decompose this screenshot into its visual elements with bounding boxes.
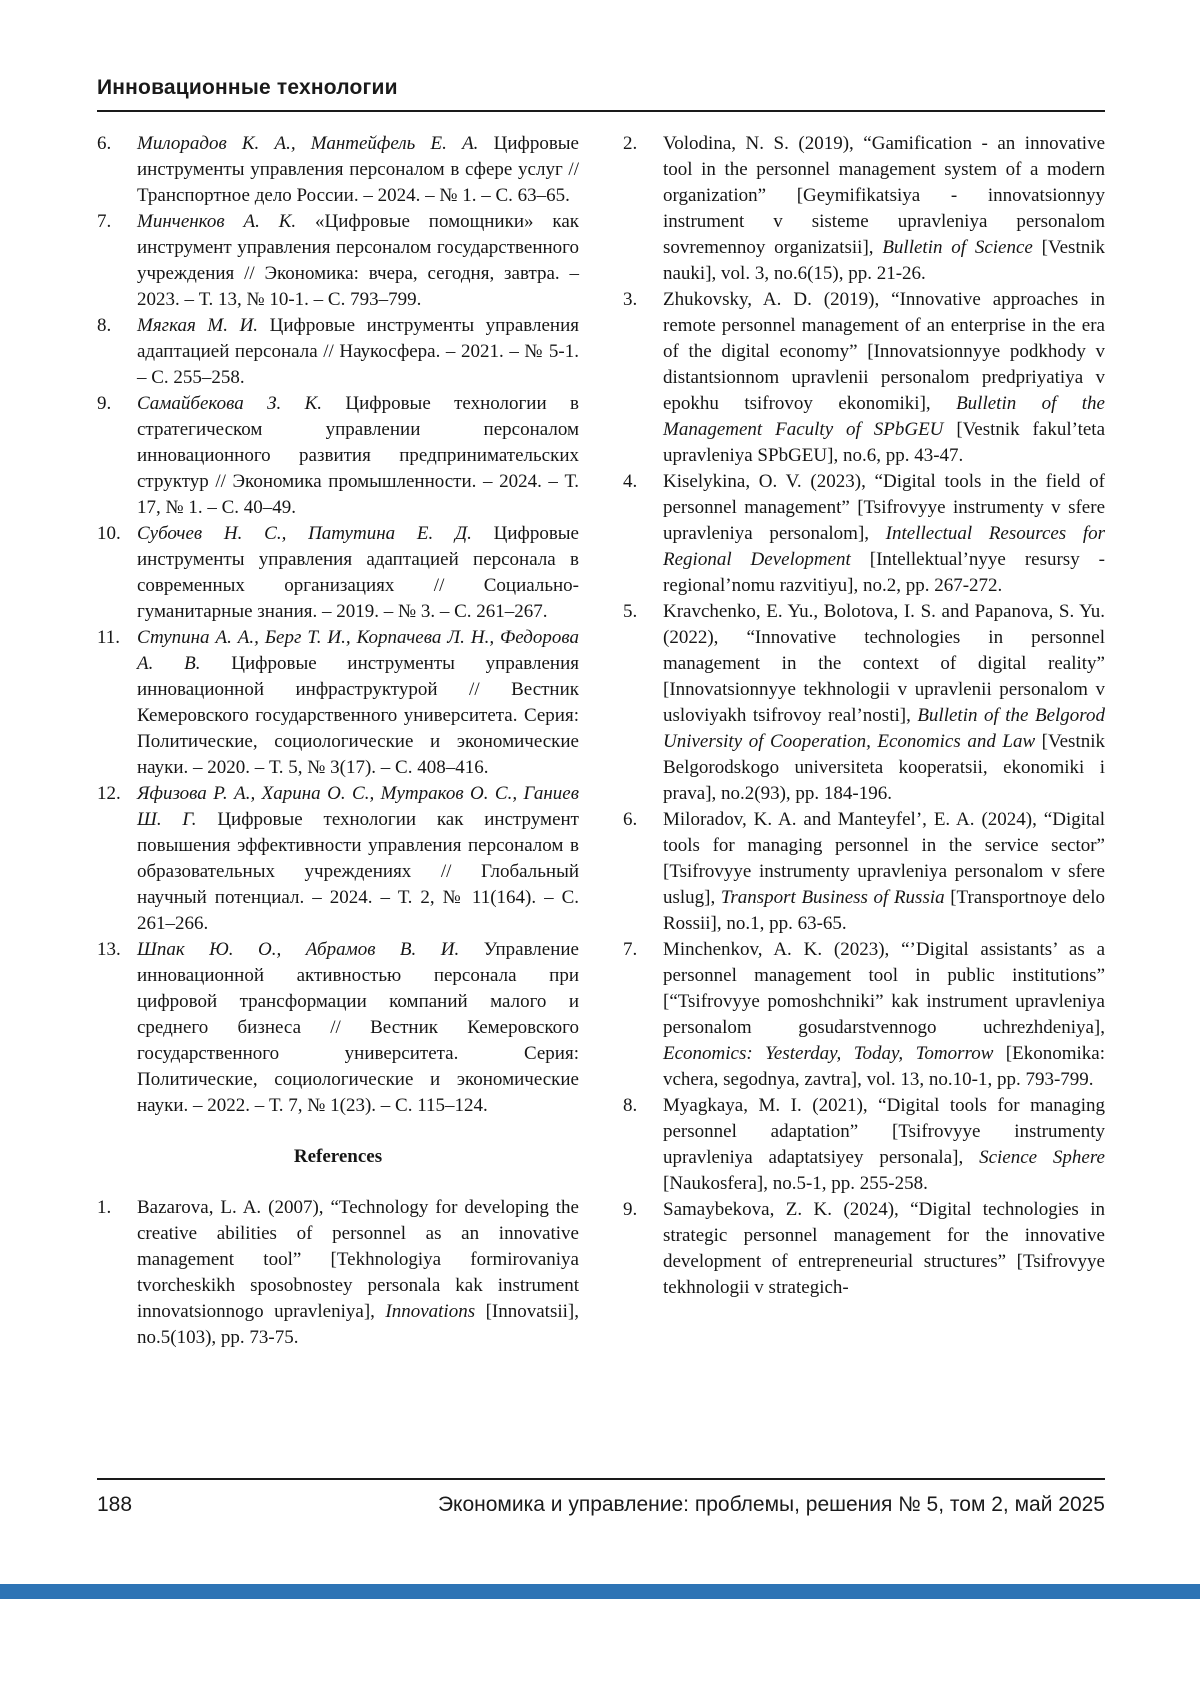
reference-text-segment: Яфизова Р. А., Харина О. С., Мутраков О. С., Ганиев Ш. Г. — [137, 783, 579, 830]
reference-number: 11. — [97, 627, 121, 648]
section-title: Инновационные технологии — [97, 76, 398, 99]
reference-text-segment: Цифровые инструменты управления адаптацией персонала // Наукосфера. – 2021. – № 5-1. – С. 255–258. — [137, 315, 579, 388]
page-header — [97, 76, 1105, 112]
reference-number: 9. — [623, 1199, 638, 1220]
reference-text-segment: Bulletin of the Belgorod University of Cooperation, Economics and Law — [663, 705, 1105, 752]
reference-text-segment: Шпак Ю. О., Абрамов В. И. — [137, 939, 460, 960]
reference-item — [97, 937, 579, 1119]
reference-text-segment: Bulletin of the Management Faculty of SPbGEU — [663, 393, 1105, 440]
reference-number: 7. — [97, 211, 112, 232]
reference-item — [623, 1093, 1105, 1197]
reference-text-segment: Ступина А. А., Берг Т. И., Корпачева Л. Н., Федорова А. В. — [137, 627, 579, 674]
reference-number: 8. — [97, 315, 112, 336]
bottom-accent-bar — [0, 1584, 1200, 1599]
reference-number: 2. — [623, 133, 638, 154]
reference-item — [97, 1195, 579, 1351]
reference-text — [663, 599, 1105, 807]
reference-item — [623, 469, 1105, 599]
reference-item — [97, 521, 579, 625]
footer-line — [97, 1493, 1105, 1517]
reference-text — [137, 313, 579, 391]
reference-text-segment: [Vestnik nauki], vol. 3, no.6(15), pp. 21-26. — [663, 237, 1105, 284]
reference-number: 4. — [623, 471, 638, 492]
reference-text — [663, 287, 1105, 469]
reference-text-segment: Innovations — [385, 1301, 476, 1322]
reference-text-segment: [Intellektual’nyye resursy - regional’nomu razvitiyu], no.2, pp. 267-272. — [663, 549, 1105, 596]
reference-number: 6. — [623, 809, 638, 830]
reference-text-segment: «Цифровые помощники» как инструмент управления персоналом государственного учреждения // Экономика: вчера, сегодня, завтра. – 2023. – Т. 13, № 10-1. – С. 793–799. — [137, 211, 579, 310]
reference-text-segment: Субочев Н. С., Патутина Е. Д. — [137, 523, 472, 544]
footer-rule — [97, 1478, 1105, 1480]
references-heading: References — [293, 1146, 383, 1167]
reference-text-segment: Science Sphere — [979, 1147, 1105, 1168]
reference-text-segment: [Transportnoye delo Rossii], no.1, pp. 63-65. — [663, 887, 1105, 934]
reference-text-segment: Минченков А. К. — [137, 211, 297, 232]
references-columns — [97, 131, 1105, 1473]
reference-text — [137, 521, 579, 625]
reference-text — [663, 807, 1105, 937]
reference-text-segment: Цифровые технологии как инструмент повышения эффективности управления персоналом в образовательных учреждениях // Глобальный научный потенциал. – 2024. – Т. 2, № 11(164). – С. 261–266. — [137, 809, 579, 934]
reference-number: 6. — [97, 133, 112, 154]
reference-text — [663, 1093, 1105, 1197]
reference-text-segment: [Ekonomika: vchera, segodnya, zavtra], vol. 13, no.10-1, pp. 793-799. — [663, 1043, 1105, 1090]
reference-text — [137, 1195, 579, 1351]
reference-text-segment: [Vestnik Belgorodskogo universiteta kooperatsii, ekonomiki i prava], no.2(93), pp. 184-196. — [663, 731, 1105, 804]
reference-text-segment: Цифровые инструменты управления персоналом в сфере услуг // Транспортное дело России. – 2024. – № 1. – С. 63–65. — [137, 133, 579, 206]
reference-text — [663, 1197, 1105, 1301]
reference-text-segment: Цифровые технологии в стратегическом управлении персоналом инновационного развития предпринимательских структур // Экономика промышленности. – 2024. – Т. 17, № 1. – С. 40–49. — [137, 393, 579, 518]
left-column — [97, 131, 579, 1473]
reference-text-segment: Miloradov, K. A. and Manteyfel’, E. A. (2024), “Digital tools for managing personnel in the service sector” [Tsifrovyye instrumenty upravleniya personalom v sfere uslug], — [663, 809, 1105, 908]
reference-number: 10. — [97, 523, 121, 544]
reference-item — [623, 599, 1105, 807]
reference-text-segment: [Vestnik fakul’teta upravleniya SPbGEU], no.6, pp. 43-47. — [663, 419, 1105, 466]
reference-number: 8. — [623, 1095, 638, 1116]
reference-number: 1. — [97, 1197, 112, 1218]
header-rule — [97, 110, 1105, 112]
english-references-list-start — [97, 1195, 579, 1351]
reference-text-segment: Samaybekova, Z. K. (2024), “Digital technologies in strategic personnel management for the innovative development of entrepreneurial structures” [Tsifrovyye tekhnologii v strategich- — [663, 1199, 1105, 1298]
english-references-list — [623, 131, 1105, 1301]
reference-text-segment: Kiselykina, O. V. (2023), “Digital tools in the field of personnel management” [Tsifrovyye instrumenty v sfere upravleniya personalom], — [663, 471, 1105, 544]
reference-text-segment: Intellectual Resources for Regional Development — [663, 523, 1105, 570]
reference-text-segment: Volodina, N. S. (2019), “Gamification - an innovative tool in the personnel management system of a modern organization” [Geymifikatsiya - innovatsionnyy instrument v sisteme upravleniya personalom sovremennoy organizatsii], — [663, 133, 1105, 258]
reference-text-segment: Kravchenko, E. Yu., Bolotova, I. S. and Papanova, S. Yu. (2022), “Innovative technologies in personnel management in the context of digital reality” [Innovatsionnyye tekhnologii v upravlenii personalom v usloviyakh tsifrovoy real’nosti], — [663, 601, 1105, 726]
reference-item — [623, 807, 1105, 937]
page-number: 188 — [97, 1493, 133, 1516]
reference-item — [97, 391, 579, 521]
reference-number: 13. — [97, 939, 121, 960]
reference-item — [623, 287, 1105, 469]
reference-text-segment: Bazarova, L. A. (2007), “Technology for developing the creative abilities of personnel as an innovative management tool” [Tekhnologiya formirovaniya tvorcheskikh sposobnostey personala kak instrument innovatsionnogo upravleniya], — [137, 1197, 579, 1322]
reference-text — [137, 391, 579, 521]
reference-number: 7. — [623, 939, 638, 960]
reference-item — [97, 131, 579, 209]
reference-text-segment: Милорадов К. А., Мантейфель Е. А. — [137, 133, 479, 154]
reference-text-segment: Управление инновационной активностью персонала при цифровой трансформации компаний малого и среднего бизнеса // Вестник Кемеровского государственного университета. Серия: Политические, социологические и экономические науки. – 2022. – Т. 7, № 1(23). – С. 115–124. — [137, 939, 579, 1116]
reference-text — [137, 625, 579, 781]
reference-number: 5. — [623, 601, 638, 622]
reference-item — [623, 1197, 1105, 1301]
reference-text-segment: Мягкая М. И. — [137, 315, 259, 336]
reference-text-segment: Цифровые инструменты управления инновационной инфраструктурой // Вестник Кемеровского государственного университета. Серия: Политические, социологические и экономические науки. – 2020. – Т. 5, № 3(17). – С. 408–416. — [137, 653, 579, 778]
right-column — [623, 131, 1105, 1473]
reference-text — [137, 131, 579, 209]
reference-text-segment: Myagkaya, M. I. (2021), “Digital tools for managing personnel adaptation” [Tsifrovyye instrumenty upravleniya adaptatsiyey personala], — [663, 1095, 1105, 1168]
reference-text — [663, 131, 1105, 287]
reference-item — [97, 209, 579, 313]
reference-number: 12. — [97, 783, 121, 804]
reference-text-segment: Zhukovsky, A. D. (2019), “Innovative approaches in remote personnel management of an enterprise in the era of the digital economy” [Innovatsionnyye podkhody v distantsionnom upravlenii personalom predpriyatiya v epokhu tsifrovoy ekonomiki], — [663, 289, 1105, 414]
reference-item — [623, 131, 1105, 287]
reference-text — [663, 469, 1105, 599]
reference-text-segment: Transport Business of Russia — [720, 887, 945, 908]
reference-text-segment: Economics: Yesterday, Today, Tomorrow — [663, 1043, 994, 1064]
reference-text-segment: Minchenkov, A. K. (2023), “’Digital assistants’ as a personnel management tool in public institutions” [“Tsifrovyye pomoshchniki” kak instrument upravleniya personalom gosudarstvennogo uchrezhdeniya], — [663, 939, 1105, 1038]
reference-number: 3. — [623, 289, 638, 310]
reference-text-segment: [Naukosfera], no.5-1, pp. 255-258. — [663, 1173, 928, 1194]
reference-text-segment: Bulletin of Science — [882, 237, 1033, 258]
reference-text-segment: Самайбекова З. К. — [137, 393, 322, 414]
reference-item — [97, 313, 579, 391]
reference-number: 9. — [97, 393, 112, 414]
reference-item — [97, 625, 579, 781]
reference-text — [137, 209, 579, 313]
page-footer — [97, 1478, 1105, 1517]
reference-text — [663, 937, 1105, 1093]
reference-item — [623, 937, 1105, 1093]
journal-info: Экономика и управление: проблемы, решения № 5, том 2, май 2025 — [437, 1493, 1105, 1516]
reference-text-segment: [Innovatsii], no.5(103), pp. 73-75. — [137, 1301, 579, 1348]
reference-text — [137, 937, 579, 1119]
reference-item — [97, 781, 579, 937]
reference-text-segment: Цифровые инструменты управления адаптацией персонала в современных организациях // Социально-гуманитарные знания. – 2019. – № 3. – С. 261–267. — [137, 523, 579, 622]
russian-references-list — [97, 131, 579, 1119]
reference-text — [137, 781, 579, 937]
